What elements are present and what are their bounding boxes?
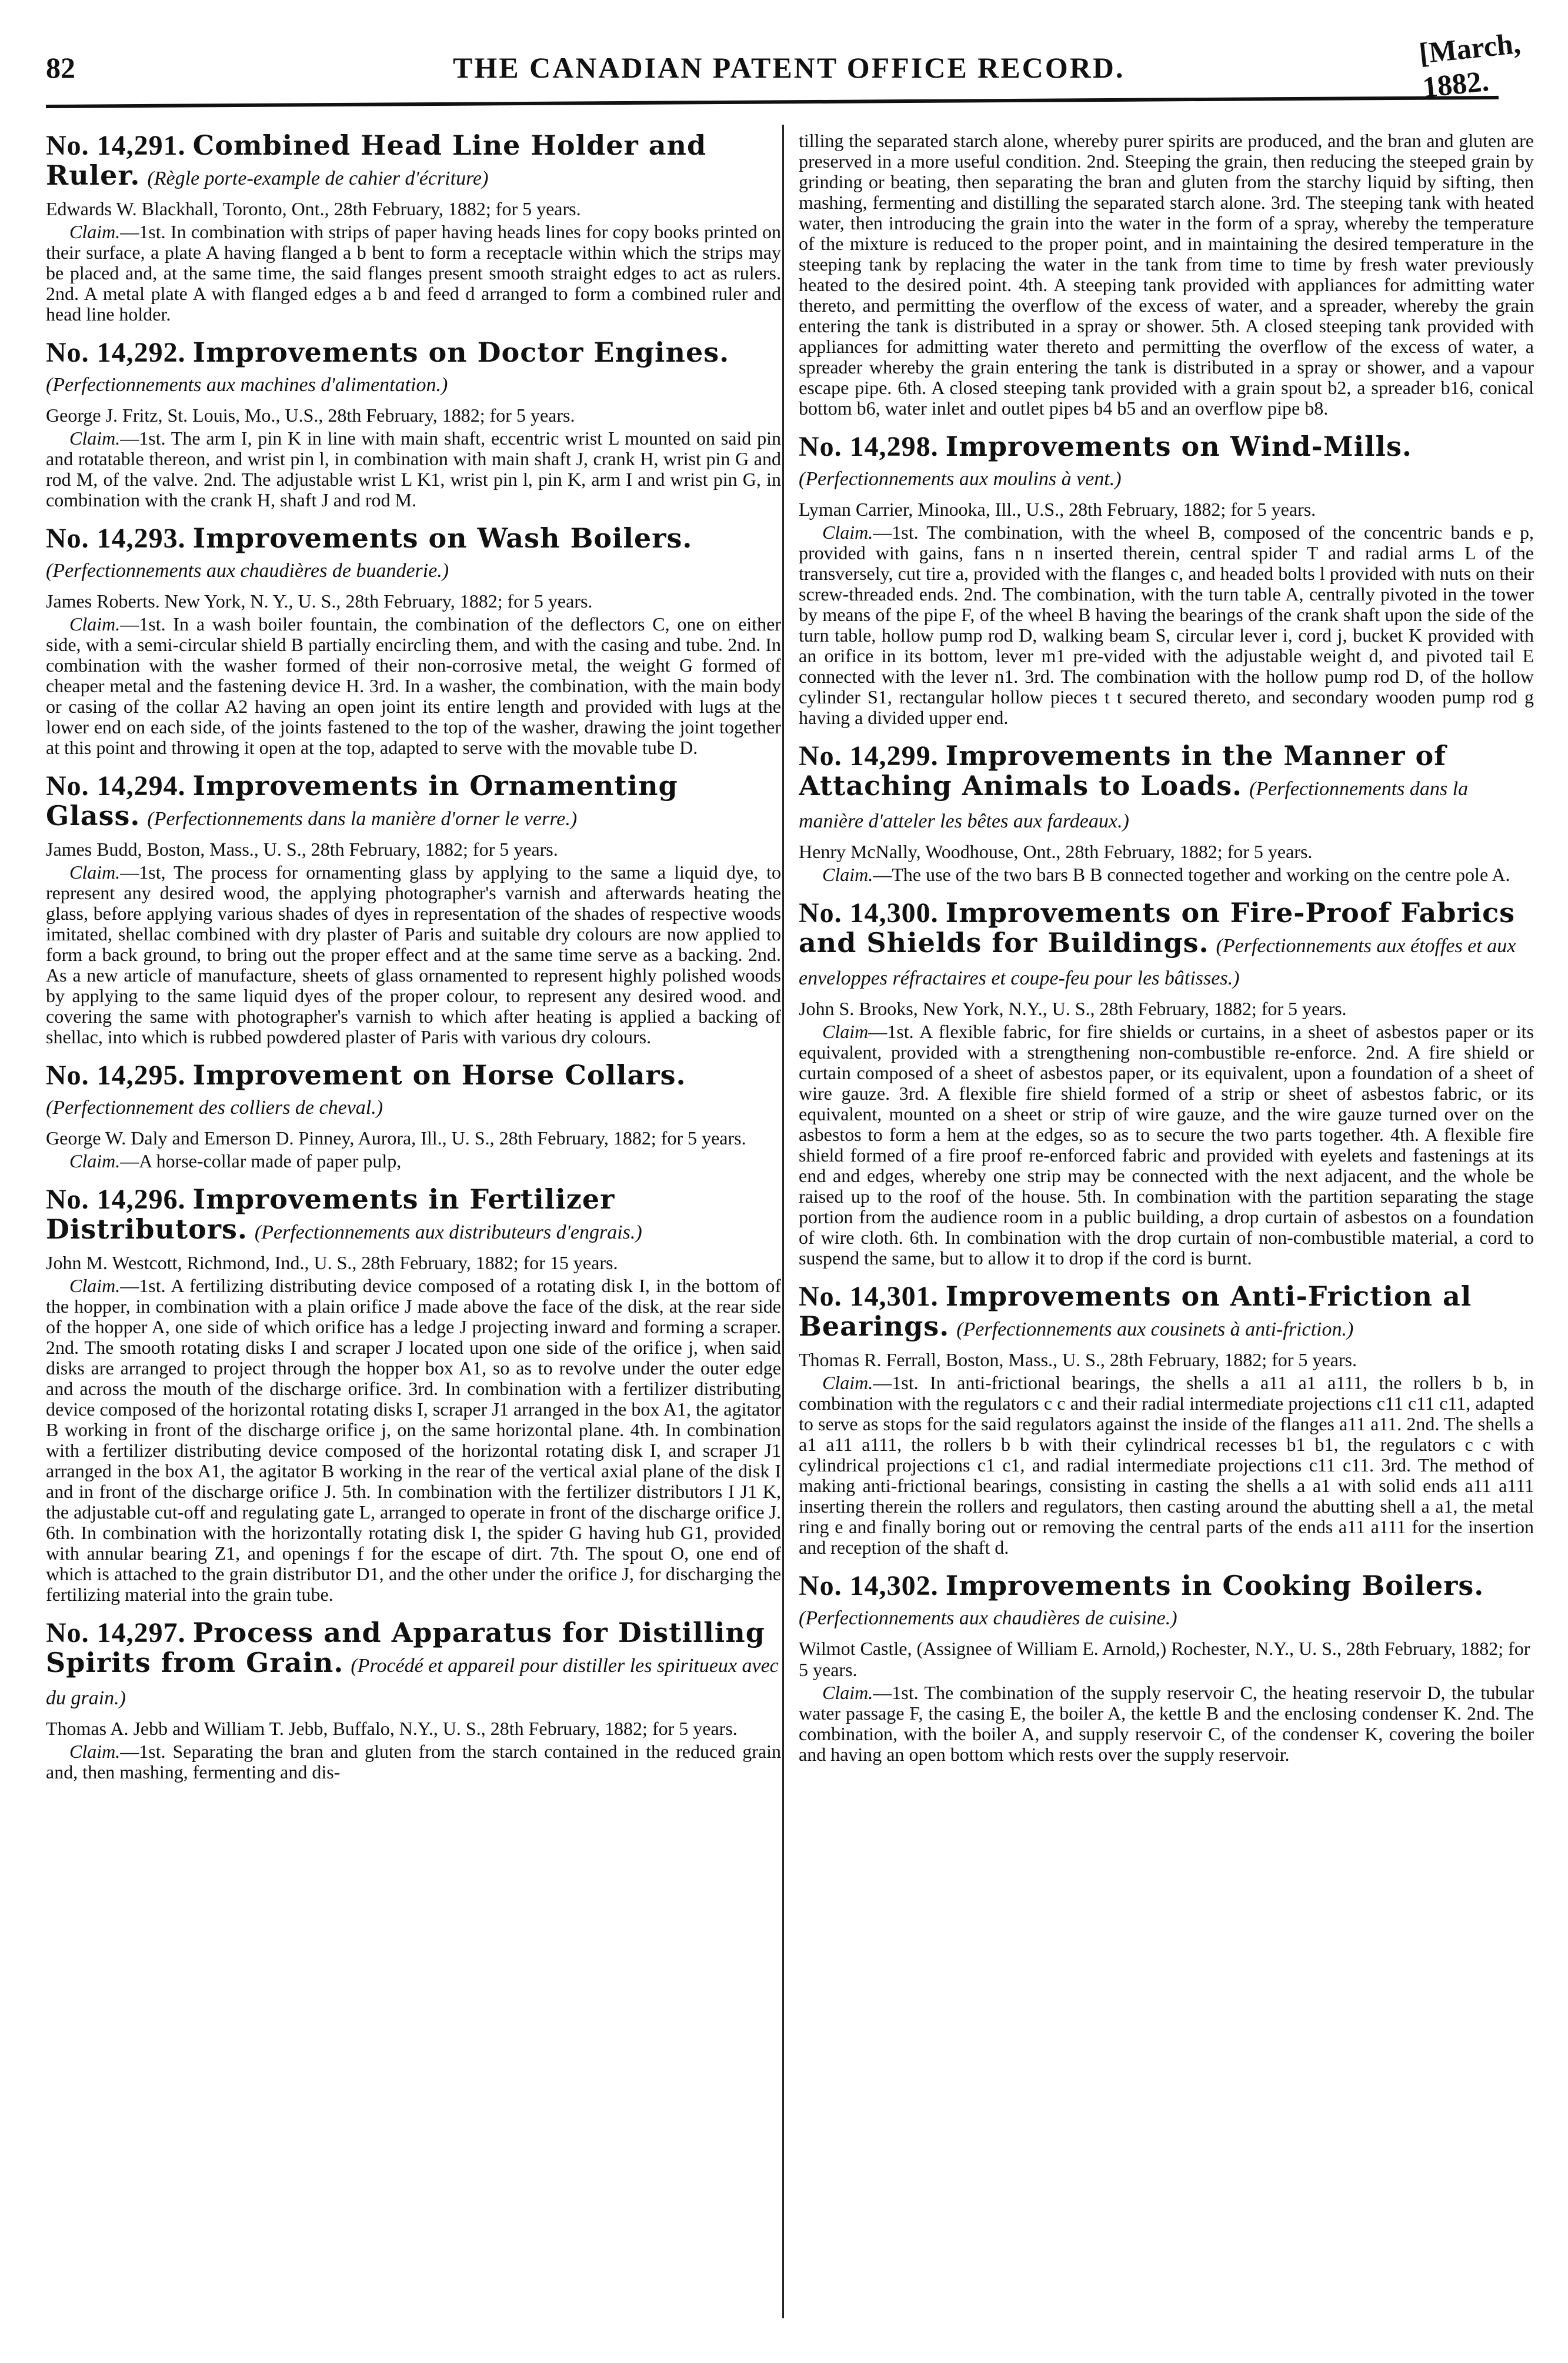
patent-heading [799,1571,1534,1633]
patentee-line: Henry McNally, Woodhouse, Ont., 28th February, 1882; for 5 years. [799,841,1313,862]
patentee-line: Thomas A. Jebb and William T. Jebb, Buffalo, N.Y., U. S., 28th February, 1882; for 5 years. [46,1718,738,1739]
column-divider [782,125,784,2318]
french-title: (Perfectionnements aux moulins à vent.) [799,468,1122,490]
patent-heading [46,1184,781,1247]
patent-title: Improvements on Anti-Friction al Bearings. [799,1280,1472,1342]
french-title: (Perfectionnements aux distributeurs d'engrais.) [254,1221,642,1243]
patent-number: No. 14,297. [46,1617,186,1648]
patent-number: No. 14,291. [46,131,186,161]
claim-text [799,1373,1534,1558]
claim-body: —1st. In anti-frictional bearings, the shells a a11 a1 a111, the rollers b b, in combination with the regulators c c and their radial intermediate projections c11 c11 c11, adapted to serve as stops for the said regulators against the inside of the flanges a11 a11. 2nd. The shells a a1 a11 a111, the rollers b b with their cylindrical recesses b1 b1, the regulators c c with cylindrical projections c1 c1, and radial intermediate projections c11 c11. 3rd. The method of making anti-frictional bearings, consisting in casting the shells a a1 with solid ends a11 a111 inserting therein the rollers and regulators, then casting around the abutting shell a a1, the metal ring e and finally boring out or removing the central parts of the ends a11 a111 for the insertion and reception of the shaft d. [799,1372,1534,1558]
claim-label: Claim. [69,221,121,242]
claim-label: Claim. [69,1275,121,1296]
claim-text [799,131,1534,419]
claim-text [46,1276,781,1605]
patent-number: No. 14,294. [46,770,186,802]
claim-body: —1st. Separating the bran and gluten from the starch contained in the reduced grain and, then mashing, fermenting and dis- [46,1741,781,1783]
patent-entry [46,131,781,325]
patent-heading [46,1060,781,1123]
claim-body: —1st. The combination of the supply reservoir C, the heating reservoir D, the tubular water passage F, the casing E, the boiler A, the kettle B and the enclosing condenser K. 2nd. The combination, with the boiler A, and supply reservoir C, of the condenser K, covering the boiler and having an open bottom which rests over the supply reservoir. [799,1682,1534,1765]
french-title: (Perfectionnements dans la manière d'atteler les bêtes aux fardeaux.) [799,778,1469,832]
claim-body: —1st. A fertilizing distributing device composed of a rotating disk I, in the bottom of the hopper, in combination with a plain orifice J made above the face of the disk, at the rear side of the hopper A, one side of which orifice has a ledge J projecting inward and forming a scraper. 2nd. The smooth rotating disks I and scraper J located upon one side of the orifice j, when said disks are arranged to project through the hopper box A1, so as to revolve under the outer edge and across the mouth of the discharge orifice. 3rd. In combination with a fertilizer distributing device composed of the horizontal rotating disks I, scraper J1 arranged in the box A1, the agitator B working in front of the discharge orifice j, on the same horizontal plane. 4th. In combination with a fertilizer distributing device composed of the horizontal rotating disk I, and scraper J1 arranged in the box A1, the agitator B working in the rear of the vertical axial plane of the disk I and in front of the discharge orifice J. 5th. In combination with the fertilizer distributors I J1 K, the adjustable cut-off and regulating gate L, arranged to operate in front of the discharge orifice J. 6th. In combination with the horizontally rotating disk I, the spider G having hub G1, provided with annular bearing Z1, and openings f for the escape of dirt. 7th. The spout O, one end of which is attached to the grain distributor D1, and the other under the orifice J, for discharging the fertilizing material into the grain tube. [46,1275,781,1605]
patent-title: Improvements in Ornamenting Glass. [46,770,678,832]
claim-text [799,865,1534,885]
french-title: (Perfectionnements aux chaudières de cuisine.) [799,1607,1177,1629]
patent-title: Improvements on Fire-Proof Fabrics and Shields for Buildings. [799,897,1516,959]
french-title: (Perfectionnements dans la manière d'orner le verre.) [147,808,578,830]
patent-title: Improvements in Cooking Boilers. [945,1570,1484,1601]
claim-text [46,1741,781,1783]
right-column [799,131,1534,2322]
patent-heading [46,1618,781,1713]
patent-heading [799,1281,1534,1344]
claim-label: Claim. [822,1682,873,1703]
patent-title: Improvements in Fertilizer Distributors. [46,1183,615,1245]
patent-number: No. 14,302. [799,1570,939,1601]
patentee-line: George J. Fritz, St. Louis, Mo., U.S., 28th February, 1882; for 5 years. [46,405,575,426]
patentee-line: Lyman Carrier, Minooka, Ill., U.S., 28th February, 1882; for 5 years. [799,499,1316,520]
claim-body: —1st. In combination with strips of paper having heads lines for copy books printed on their surface, a plate A having flanged a b bent to form a receptacle within which the strips may be placed and, at the same time, the said flanges present smooth straight edges to act as rulers. 2nd. A metal plate A with flanged edges a b and feed d arranged to form a combined ruler and head line holder. [46,221,781,325]
claim-body: —1st. In a wash boiler fountain, the combination of the deflectors C, one on either side, with a semi-circular shield B partially encircling them, and with the casing and tube. 2nd. In combination with the washer formed of their non-corrosive metal, the weight G formed of cheaper metal and the fastening device H. 3rd. In a washer, the combination, with the main body or casing of the collar A2 having an open joint its entire length and provided with lugs at the lower end on each side, of the joints fastened to the top of the washer, drawing the joint together at this point and throwing it open at the top, adapted to serve with the movable tube D. [46,613,781,758]
patent-entry [46,338,781,510]
french-title: (Perfectionnements aux chaudières de buanderie.) [46,560,449,582]
french-title: (Règle porte-example de cahier d'écriture) [147,168,489,189]
claim-label: Claim. [822,522,873,543]
left-column [46,131,781,2322]
patent-number: No. 14,296. [46,1184,186,1215]
claim-body: —A horse-collar made of paper pulp, [120,1150,402,1172]
claim-text [46,428,781,510]
patent-number: No. 14,299. [799,740,939,772]
patentee-line: John M. Westcott, Richmond, Ind., U. S., 28th February, 1882; for 15 years. [46,1252,618,1273]
patent-heading [46,131,781,193]
claim-label: Claim. [822,864,873,885]
claim-text [46,222,781,325]
patent-entry [799,1281,1534,1558]
claim-label: Claim. [822,1372,873,1393]
claim-body: —1st. The combination, with the wheel B, composed of the concentric bands e p, provided with gains, fans n n inserted therein, central spider T and radial arms L of the transversely, cut tire a, provided with the flanges c, and headed bolts l provided with nuts on their screw-threaded ends. 2nd. The combination, with the turn table A, centrally pivoted in the tower by means of the pipe F, of the wheel B having the bearings of the crank shaft upon the side of the turn table, hollow pump rod D, walking beam S, circular lever i, cord j, bucket K provided with an orifice in its bottom, lever m1 pre-vided with the adjustable weight d, and pivoted tail E connected with the lever n1. 3rd. The combination with the hollow pump rod D, of the hollow cylinder S1, rectangular hollow pieces t t secured thereto, and secondary wooden pump rod g having a divided upper end. [799,522,1534,728]
french-title: (Perfectionnements aux machines d'alimentation.) [46,374,448,396]
patent-number: No. 14,300. [799,897,939,929]
patent-entry [46,523,781,758]
patent-title: Improvements on Wind-Mills. [945,430,1412,462]
patent-number: No. 14,293. [46,523,186,554]
patent-title: Improvements in the Manner of Attaching Animals to Loads. [799,740,1446,802]
claim-text [46,614,781,758]
patent-entry [46,1060,781,1172]
running-title: THE CANADIAN PATENT OFFICE RECORD. [453,51,1125,84]
claim-text [799,1022,1534,1269]
patent-entry [46,771,781,1047]
patent-entry [799,432,1534,728]
patent-entry [799,131,1534,419]
claim-text [799,1683,1534,1765]
patentee-line: Wilmot Castle, (Assignee of William E. Arnold,) Rochester, N.Y., U. S., 28th February, 1882; for 5 years. [799,1638,1530,1680]
patentee-line: James Budd, Boston, Mass., U. S., 28th February, 1882; for 5 years. [46,839,558,860]
patentee-line: James Roberts. New York, N. Y., U. S., 28th February, 1882; for 5 years. [46,590,593,612]
patentee-line: George W. Daly and Emerson D. Pinney, Aurora, Ill., U. S., 28th February, 1882; for 5 years. [46,1127,746,1149]
claim-body: tilling the separated starch alone, whereby purer spirits are produced, and the bran and gluten are preserved in a more useful condition. 2nd. Steeping the grain, then reducing the steeped grain by grinding or beating, then separating the bran and gluten from the starchy liquid by sifting, then mashing, fermenting and distilling the separated starch alone. 3rd. The steeping tank with heated water, then introducing the grain into the water in the form of a spray, whereby the temperature of the mixture is reduced to the proper point, and in maintaining the desired temperature in the steeping tank by replacing the water in the tank from time to time by fresh water previously heated to the desired point. 4th. A steeping tank provided with appliances for admitting water thereto, and permitting the overflow of the excess of water, and a spreader, whereby the grain entering the tank is distributed in a spray or shower. 5th. A closed steeping tank provided with appliances for admitting water thereto and permitting the overflow of the excess of water, a spreader whereby the grain entering the tank is distributed in a spray or shower, and a vapour escape pipe. 6th. A closed steeping tank provided with a grain spout b2, a spreader b16, conical bottom b6, water inlet and outlet pipes b4 b5 and an overflow pipe b8. [799,131,1534,419]
patent-entry [46,1184,781,1605]
french-title: (Procédé et appareil pour distiller les spiritueux avec du grain.) [46,1655,779,1709]
issue-date: [March, 1882. [1417,26,1522,104]
patent-heading [46,523,781,586]
claim-text [46,1151,781,1172]
patent-title: Improvement on Horse Collars. [192,1059,686,1091]
patent-title: Combined Head Line Holder and Ruler. [46,131,707,191]
claim-text [46,862,781,1047]
page-number: 82 [46,51,75,84]
patent-heading [799,741,1534,836]
patent-entry [799,898,1534,1269]
claim-text [799,522,1534,728]
claim-label: Claim. [69,1741,121,1762]
patent-title: Improvements on Doctor Engines. [192,336,730,368]
patent-number: No. 14,292. [46,337,186,368]
patent-number: No. 14,295. [46,1060,186,1091]
claim-body: —1st. A flexible fabric, for fire shields or curtains, in a sheet of asbestos paper or its equivalent, provided with a strengthening non-combustible re-enforce. 2nd. A fire shield or curtain composed of a sheet of asbestos paper, or its equivalent, upon a foundation of a sheet of wire gauze. 3rd. A flexible fire shield formed of a strip or sheet of asbestos fabric, or its equivalent, mounted on a sheet or strip of wire gauze, and the wire gauze turned over on the asbestos to form a hem at the edges, so as to secure the two parts together. 4th. A flexible fire shield formed of a fire proof re-enforced fabric and provided with eyelets and fastenings at its end and edges, whereby one strip may be connected with the next adjacent, and the whole be raised up to the roof of the house. 5th. In combination with the partition separating the stage portion from the audience room in a public building, a drop curtain of asbestos on a foundation of wire cloth. 6th. In combination with the drop curtain of non-combustible material, a cord to suspend the same, but to allow it to drop if the cord is burnt. [799,1021,1534,1269]
french-title: (Perfectionnements aux cousinets à anti-friction.) [956,1319,1354,1340]
claim-label: Claim [822,1021,869,1042]
french-title: (Perfectionnements aux étoffes et aux enveloppes réfractaires et coupe-feu pour les bâtisses.) [799,935,1516,989]
patentee-line: Edwards W. Blackhall, Toronto, Ont., 28th February, 1882; for 5 years. [46,198,581,219]
patent-heading [799,898,1534,993]
patent-number: No. 14,298. [799,431,939,462]
french-title: (Perfectionnement des colliers de cheval.) [46,1097,383,1119]
patent-entry [799,741,1534,885]
patentee-line: Thomas R. Ferrall, Boston, Mass., U. S., 28th February, 1882; for 5 years. [799,1349,1357,1370]
patent-entry [799,1571,1534,1765]
patent-heading [46,338,781,400]
claim-label: Claim. [69,613,121,635]
claim-label: Claim. [69,862,121,883]
claim-label: Claim. [69,428,121,449]
patent-title: Improvements on Wash Boilers. [192,522,693,554]
patent-entry [46,1618,781,1783]
patentee-line: John S. Brooks, New York, N.Y., U. S., 28th February, 1882; for 5 years. [799,998,1347,1019]
patent-number: No. 14,301. [799,1281,939,1312]
patent-heading [799,432,1534,494]
claim-body: —1st, The process for ornamenting glass by applying to the same a liquid dye, to represent any desired wood, the applying photographer's varnish and afterwards heating the glass, before applying various shades of dyes in representation of the shades of respective woods imitated, shellac combined with dry plaster of Paris and suitable dry colours are now applied to form a back ground, to bring out the proper effect and at the same time serve as a backing. 2nd. As a new article of manufacture, sheets of glass ornamented to represent highly polished woods by applying to the same liquid dyes of the proper colour, to represent any desired wood. and covering the same with photographer's varnish to which after heating is applied a backing of shellac, into which is rubbed powdered plaster of Paris with various dry colours. [46,862,781,1047]
claim-body: —The use of the two bars B B connected together and working on the centre pole A. [873,864,1510,885]
header-rule [46,96,1499,108]
patent-heading [46,771,781,834]
patent-title: Process and Apparatus for Distilling Spirits from Grain. [46,1617,765,1678]
claim-label: Claim. [69,1150,121,1172]
claim-body: —1st. The arm I, pin K in line with main shaft, eccentric wrist L mounted on said pin and rotatable thereon, and wrist pin l, in combination with main shaft J, crank H, wrist pin G and rod M, of the valve. 2nd. The adjustable wrist L K1, wrist pin l, pin K, arm I and wrist pin G, in combination with the crank H, shaft J and rod M. [46,428,781,510]
